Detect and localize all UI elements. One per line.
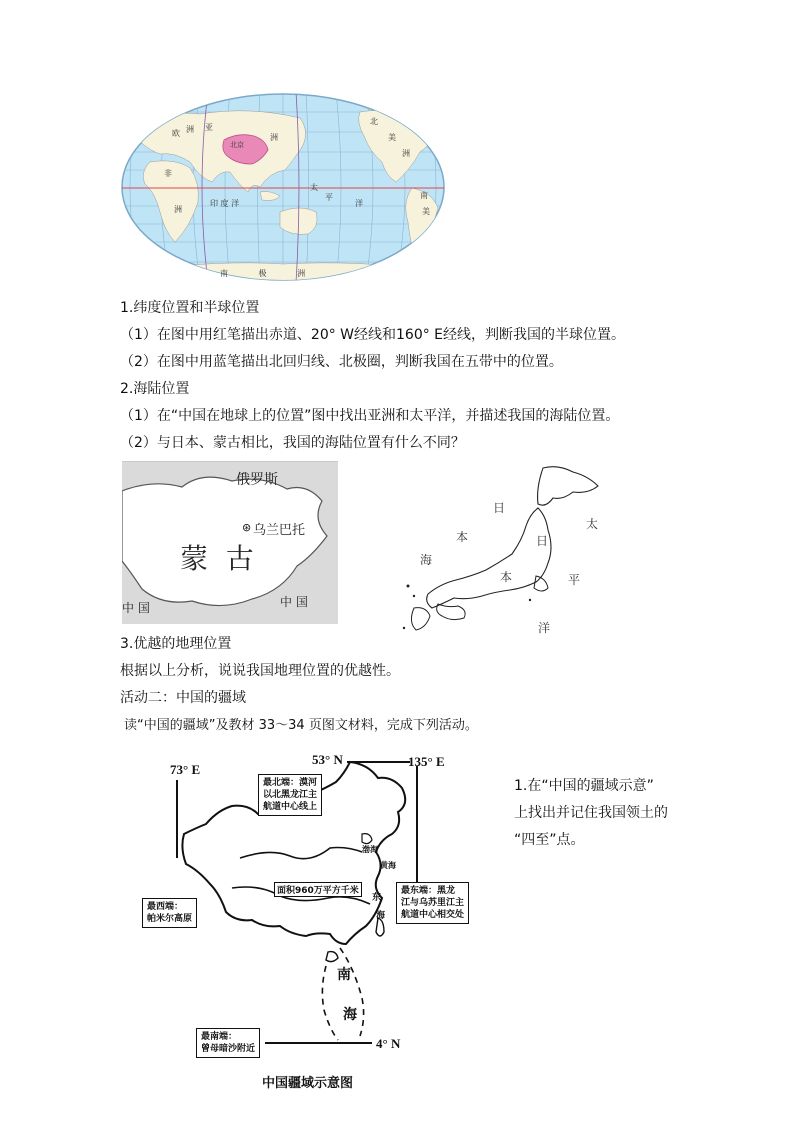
donghai-label-2: 海 — [376, 911, 386, 921]
bohai-label: 渤海 — [362, 845, 378, 854]
section1-item1: （1）在图中用红笔描出赤道、20° W经线和160° E经线，判断我国的半球位置。 — [120, 327, 626, 343]
world-map-graphic — [120, 92, 446, 282]
northmost-line-1: 最北端：漠河 — [263, 778, 318, 788]
map-label-asia-1: 亚 — [205, 123, 213, 132]
lat-north-label: 53° N — [312, 752, 343, 767]
lon-west-label: 73° E — [170, 762, 201, 777]
map-label-sa-1: 南 — [420, 191, 428, 200]
northmost-box — [258, 774, 322, 816]
japan-label-ri1: 日 — [493, 501, 506, 515]
japan-label-tai: 太 — [586, 517, 599, 531]
map-label-na-2: 美 — [388, 133, 396, 142]
map-label-pacific-3: 洋 — [355, 199, 363, 208]
section3-text: 根据以上分析，说说我国地理位置的优越性。 — [120, 663, 400, 679]
section3-heading: 3.优越的地理位置 — [120, 636, 232, 652]
section2-item1: （1）在“中国在地球上的位置”图中找出亚洲和太平洋，并描述我国的海陆位置。 — [120, 408, 620, 424]
area-label: 面积960万平方千米 — [274, 882, 362, 897]
japan-label-ping: 平 — [568, 573, 581, 587]
japan-label-ben1: 本 — [456, 530, 469, 544]
mongolia-label-capital: 乌兰巴托 — [253, 523, 306, 538]
world-map — [120, 92, 446, 282]
northmost-line-3: 航道中心线上 — [263, 802, 318, 812]
map-label-pacific-1: 太 — [310, 183, 318, 192]
side-task-line2: 上找出并记住我国领土的 — [514, 805, 668, 821]
mongolia-map — [122, 461, 338, 624]
map-label-europe-2: 洲 — [186, 125, 194, 134]
eastmost-line-1: 最东端：黑龙 — [401, 886, 456, 896]
westmost-line-2: 帕米尔高原 — [147, 914, 193, 924]
china-territory-map — [140, 748, 510, 1093]
westmost-box — [142, 898, 197, 928]
japan-label-hai: 海 — [420, 553, 433, 567]
lon-east-label: 135° E — [408, 754, 445, 769]
map-label-sa-2: 美 — [422, 207, 430, 216]
capital-marker-icon: ⊛ — [242, 521, 252, 534]
japan-label-yang: 洋 — [538, 621, 551, 635]
map-label-antarctica: 南 极 洲 — [220, 269, 320, 278]
map-label-na-3: 洲 — [402, 149, 410, 158]
westmost-line-1: 最西端： — [147, 902, 184, 912]
section2-item2: （2）与日本、蒙古相比，我国的海陆位置有什么不同？ — [120, 435, 465, 451]
map-label-pacific-2: 平 — [325, 193, 333, 202]
japan-map — [398, 458, 623, 638]
southmost-line-2: 曾母暗沙附近 — [201, 1044, 256, 1054]
southmost-box — [196, 1028, 260, 1058]
huanghai-label: 黄海 — [380, 861, 396, 870]
map-label-europe-1: 欧 — [172, 129, 180, 138]
japan-label-ri2: 日 — [536, 534, 549, 548]
eastmost-line-3: 航道中心相交处 — [401, 910, 465, 920]
map-label-beijing: 北京 — [230, 141, 244, 149]
northmost-line-2: 以北黑龙江主 — [263, 790, 318, 800]
eastmost-box — [396, 882, 469, 924]
nanhai-label-1: 南 — [337, 967, 351, 983]
map-label-indian: 印 度 洋 — [210, 199, 240, 208]
map-label-na-1: 北 — [370, 117, 378, 126]
japan-label-ben2: 本 — [500, 570, 513, 584]
section2-heading: 2.海陆位置 — [120, 381, 190, 397]
nanhai-label-2: 海 — [343, 1007, 357, 1023]
mongolia-label-russia: 俄罗斯 — [236, 472, 278, 488]
section1-heading: 1.纬度位置和半球位置 — [120, 300, 260, 316]
mongolia-label-china-right: 中 国 — [280, 595, 308, 609]
eastmost-line-2: 江与乌苏里江主 — [401, 898, 465, 908]
mongolia-label-country: 蒙 古 — [180, 542, 254, 575]
side-task-line3: “四至”点。 — [514, 832, 585, 848]
activity2-heading: 活动二：中国的疆域 — [120, 690, 246, 706]
map-label-africa-2: 洲 — [174, 205, 182, 214]
section1-item2: （2）在图中用蓝笔描出北回归线、北极圈，判断我国在五带中的位置。 — [120, 354, 563, 370]
southmost-line-1: 最南端： — [201, 1032, 238, 1042]
map-label-asia-2: 洲 — [270, 133, 278, 142]
map-label-africa-1: 非 — [164, 169, 172, 178]
side-task-line1: 1.在“中国的疆域示意” — [514, 778, 654, 794]
donghai-label-1: 东 — [372, 893, 382, 903]
mongolia-label-china-left: 中 国 — [122, 601, 150, 615]
japan-map-graphic — [398, 458, 623, 638]
lat-south-label: 4° N — [376, 1036, 401, 1051]
map-caption: 中国疆域示意图 — [262, 1076, 354, 1091]
activity2-intro: 读“中国的疆域”及教材 33～34 页图文材料，完成下列活动。 — [124, 718, 478, 733]
